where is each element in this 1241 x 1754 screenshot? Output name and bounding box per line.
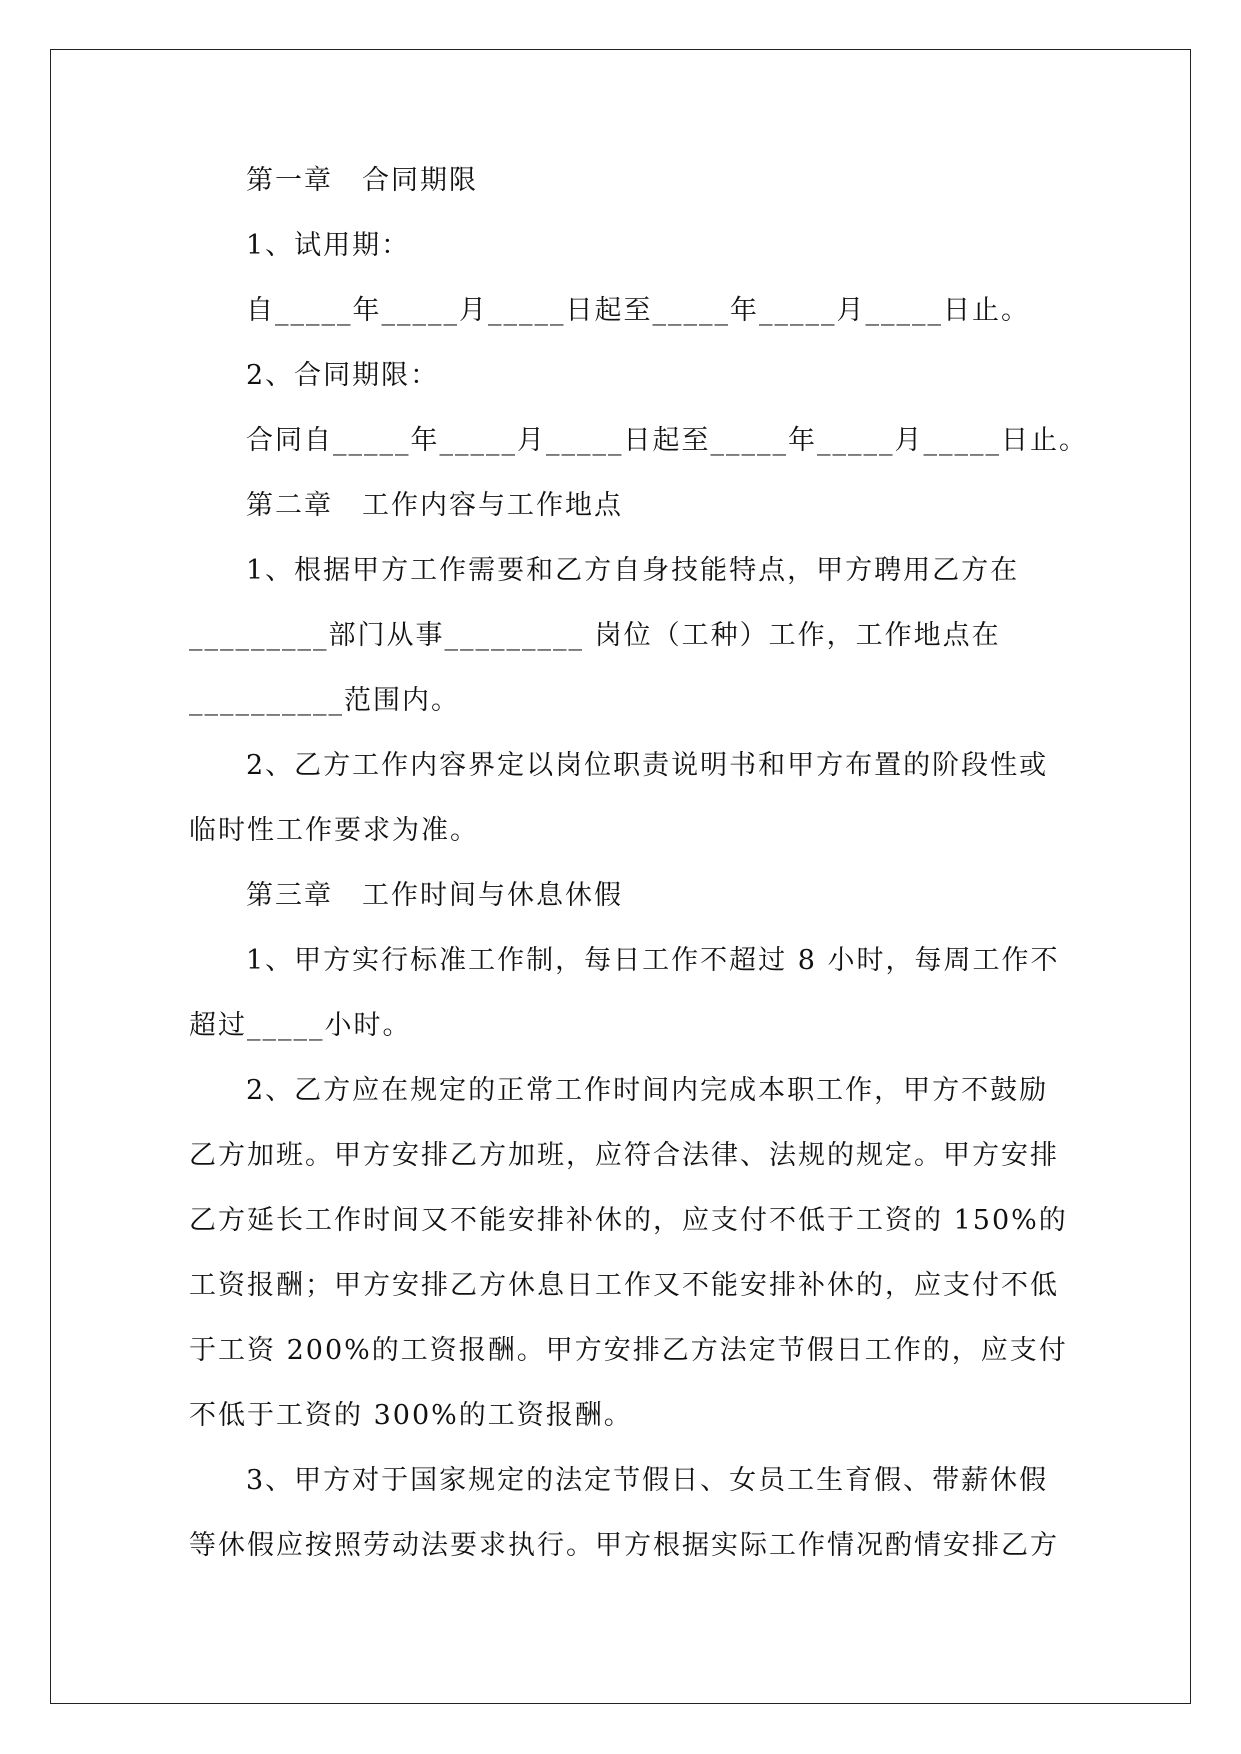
- paragraph-line: 2、乙方工作内容界定以岗位职责说明书和甲方布置的阶段性或: [246, 750, 1049, 781]
- paragraph-line: 1、根据甲方工作需要和乙方自身技能特点，甲方聘用乙方在: [246, 555, 1020, 586]
- paragraph-line: 工资报酬；甲方安排乙方休息日工作又不能安排补休的，应支付不低: [189, 1270, 1059, 1301]
- paragraph-line: 等休假应按照劳动法要求执行。甲方根据实际工作情况酌情安排乙方: [189, 1530, 1059, 1561]
- chapter-2-heading: 第二章 工作内容与工作地点: [246, 490, 623, 521]
- chapter-1-heading: 第一章 合同期限: [246, 165, 478, 196]
- clause-probation-heading: 1、试用期：: [246, 230, 411, 261]
- chapter-3-heading: 第三章 工作时间与休息休假: [246, 880, 623, 911]
- paragraph-line: __________范围内。: [189, 685, 460, 716]
- paragraph-line: 3、甲方对于国家规定的法定节假日、女员工生育假、带薪休假: [246, 1465, 1049, 1496]
- paragraph-line: 2、乙方应在规定的正常工作时间内完成本职工作，甲方不鼓励: [246, 1075, 1049, 1106]
- paragraph-line: 超过_____小时。: [189, 1010, 412, 1041]
- clause-contract-term-heading: 2、合同期限：: [246, 360, 440, 391]
- probation-period-dates: 自_____年_____月_____日起至_____年_____月_____日止。: [246, 295, 1030, 326]
- paragraph-line: 于工资 200%的工资报酬。甲方安排乙方法定节假日工作的，应支付: [189, 1335, 1068, 1366]
- paragraph-line: 1、甲方实行标准工作制，每日工作不超过 8 小时，每周工作不: [246, 945, 1060, 976]
- paragraph-line: 乙方加班。甲方安排乙方加班，应符合法律、法规的规定。甲方安排: [189, 1140, 1059, 1171]
- paragraph-line: 乙方延长工作时间又不能安排补休的，应支付不低于工资的 150%的: [189, 1205, 1068, 1236]
- paragraph-line: _________部门从事_________ 岗位（工种）工作，工作地点在: [189, 620, 1001, 651]
- paragraph-line: 临时性工作要求为准。: [189, 815, 479, 846]
- paragraph-line: 不低于工资的 300%的工资报酬。: [189, 1400, 633, 1431]
- contract-term-dates: 合同自_____年_____月_____日起至_____年_____月_____日止。: [246, 425, 1088, 456]
